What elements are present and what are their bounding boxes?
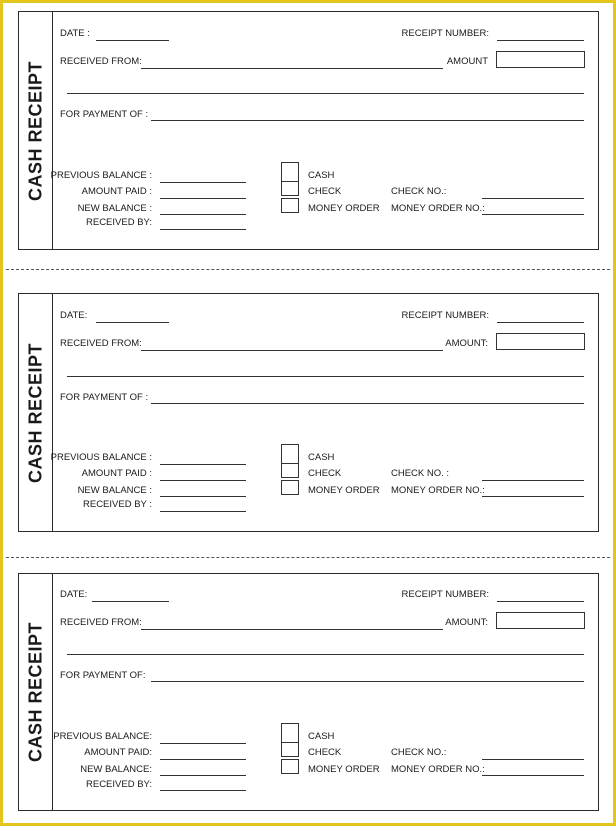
cash-label: CASH	[308, 170, 335, 181]
for-payment-field[interactable]	[151, 681, 584, 682]
check-checkbox[interactable]	[281, 742, 299, 757]
new-balance-field[interactable]	[160, 214, 246, 215]
receipt-number-label: RECEIPT NUMBER:	[401, 28, 489, 39]
cash-checkbox[interactable]	[281, 444, 299, 464]
receipt-side-panel	[19, 294, 53, 531]
receipt-side-panel	[19, 12, 53, 249]
receipt-title: CASH RECEIPT	[25, 60, 45, 201]
check-no-label: CHECK NO. :	[391, 468, 450, 479]
received-by-label: RECEIVED BY:	[86, 217, 152, 228]
money-order-no-label: MONEY ORDER NO.:	[391, 203, 485, 214]
receipt-number-field[interactable]	[497, 601, 584, 602]
received-from-field[interactable]	[141, 350, 443, 351]
receipt-number-label: RECEIPT NUMBER:	[401, 589, 489, 600]
previous-balance-label: PREVIOUS BALANCE :	[50, 170, 152, 181]
check-label: CHECK	[308, 468, 342, 479]
amount-paid-field[interactable]	[160, 480, 246, 481]
check-checkbox[interactable]	[281, 463, 299, 478]
new-balance-field[interactable]	[160, 775, 246, 776]
money-order-no-field[interactable]	[482, 775, 584, 776]
previous-balance-label: PREVIOUS BALANCE :	[50, 452, 152, 463]
date-field[interactable]	[96, 322, 169, 323]
check-label: CHECK	[308, 186, 342, 197]
check-no-field[interactable]	[482, 198, 584, 199]
cut-line-2	[6, 557, 610, 558]
received-by-field[interactable]	[160, 790, 246, 791]
received-from-field[interactable]	[141, 68, 443, 69]
previous-balance-field[interactable]	[160, 182, 246, 183]
amount-paid-label: AMOUNT PAID :	[81, 468, 152, 479]
check-checkbox[interactable]	[281, 181, 299, 196]
new-balance-label: NEW BALANCE:	[80, 764, 152, 775]
check-no-field[interactable]	[482, 759, 584, 760]
receipt-number-field[interactable]	[497, 322, 584, 323]
received-by-field[interactable]	[160, 229, 246, 230]
new-balance-label: NEW BALANCE :	[77, 203, 152, 214]
new-balance-label: NEW BALANCE :	[77, 485, 152, 496]
amount-field[interactable]	[496, 333, 585, 350]
money-order-checkbox[interactable]	[281, 198, 299, 213]
received-from-label: RECEIVED FROM:	[60, 56, 142, 67]
money-order-label: MONEY ORDER	[308, 203, 380, 214]
money-order-checkbox[interactable]	[281, 759, 299, 774]
money-order-checkbox[interactable]	[281, 480, 299, 495]
receipt-side-panel	[19, 574, 53, 810]
for-payment-label: FOR PAYMENT OF :	[60, 109, 149, 120]
cut-line-1	[6, 269, 610, 270]
money-order-no-field[interactable]	[482, 496, 584, 497]
previous-balance-field[interactable]	[160, 743, 246, 744]
receipt-1	[18, 11, 599, 250]
date-field[interactable]	[96, 40, 169, 41]
check-no-field[interactable]	[482, 480, 584, 481]
money-order-label: MONEY ORDER	[308, 485, 380, 496]
amount-field[interactable]	[496, 51, 585, 68]
date-label: DATE:	[60, 310, 88, 321]
receipt-title: CASH RECEIPT	[25, 621, 45, 763]
receipt-2	[18, 293, 599, 532]
previous-balance-field[interactable]	[160, 464, 246, 465]
receipt-title: CASH RECEIPT	[25, 342, 45, 483]
cash-checkbox[interactable]	[281, 162, 299, 182]
receipt-3	[18, 573, 599, 811]
received-by-field[interactable]	[160, 511, 246, 512]
for-payment-field[interactable]	[151, 403, 584, 404]
received-from-label: RECEIVED FROM:	[60, 338, 142, 349]
previous-balance-label: PREVIOUS BALANCE:	[53, 731, 152, 742]
money-order-no-field[interactable]	[482, 214, 584, 215]
money-order-no-label: MONEY ORDER NO.:	[391, 764, 485, 775]
received-from-continuation-line[interactable]	[67, 93, 584, 94]
for-payment-label: FOR PAYMENT OF:	[60, 670, 146, 681]
received-from-continuation-line[interactable]	[67, 654, 584, 655]
check-no-label: CHECK NO.:	[391, 186, 447, 197]
amount-label: AMOUNT:	[445, 617, 488, 628]
amount-paid-field[interactable]	[160, 759, 246, 760]
amount-paid-field[interactable]	[160, 198, 246, 199]
for-payment-field[interactable]	[151, 120, 584, 121]
amount-paid-label: AMOUNT PAID :	[81, 186, 152, 197]
check-no-label: CHECK NO.:	[391, 747, 447, 758]
money-order-no-label: MONEY ORDER NO.:	[391, 485, 485, 496]
received-from-field[interactable]	[141, 629, 443, 630]
check-label: CHECK	[308, 747, 342, 758]
amount-label: AMOUNT	[446, 56, 488, 67]
date-field[interactable]	[92, 601, 169, 602]
cash-label: CASH	[308, 452, 335, 463]
date-label: DATE:	[60, 589, 88, 600]
amount-label: AMOUNT:	[445, 338, 488, 349]
for-payment-label: FOR PAYMENT OF :	[60, 392, 149, 403]
cash-checkbox[interactable]	[281, 723, 299, 743]
money-order-label: MONEY ORDER	[308, 764, 380, 775]
cash-label: CASH	[308, 731, 335, 742]
receipt-number-field[interactable]	[497, 40, 584, 41]
date-label: DATE :	[60, 28, 90, 39]
received-from-continuation-line[interactable]	[67, 376, 584, 377]
amount-field[interactable]	[496, 612, 585, 629]
received-by-label: RECEIVED BY:	[86, 779, 152, 790]
new-balance-field[interactable]	[160, 496, 246, 497]
received-from-label: RECEIVED FROM:	[60, 617, 142, 628]
amount-paid-label: AMOUNT PAID:	[84, 747, 152, 758]
receipt-number-label: RECEIPT NUMBER:	[401, 310, 489, 321]
received-by-label: RECEIVED BY :	[83, 499, 152, 510]
